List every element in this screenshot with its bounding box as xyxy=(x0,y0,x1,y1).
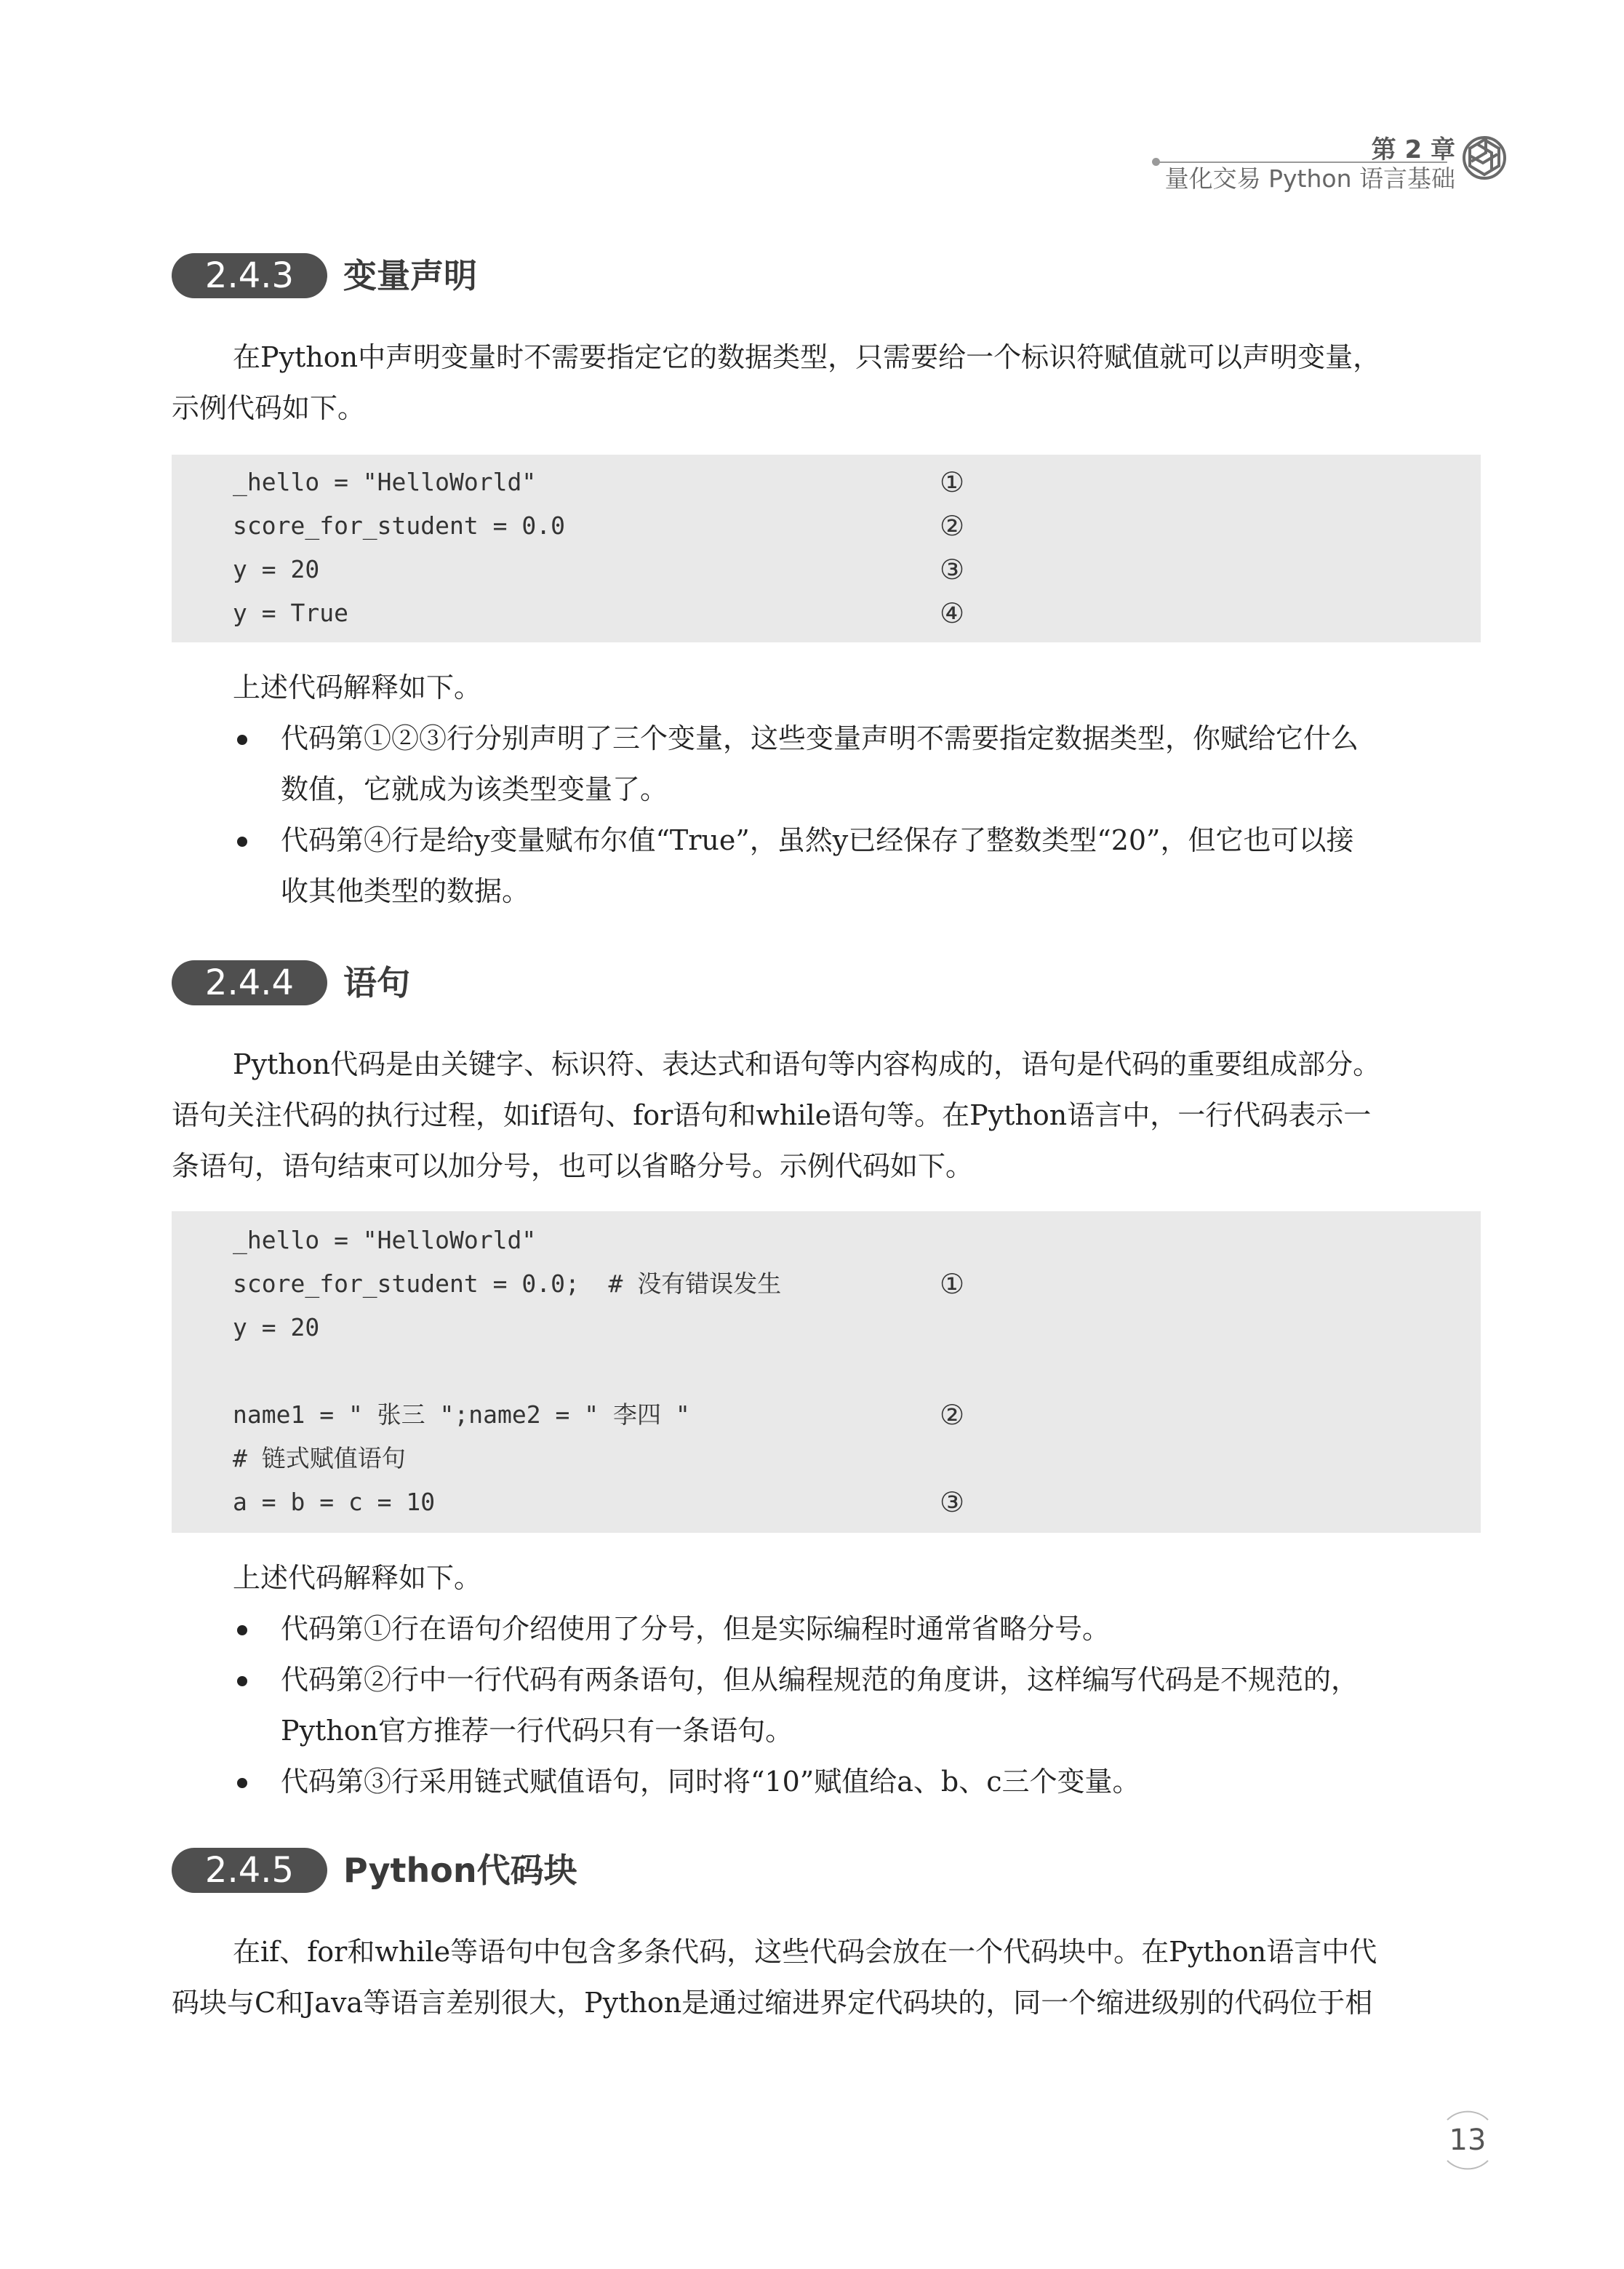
code-line xyxy=(172,1262,1481,1306)
code-text: y = 20 xyxy=(233,555,320,583)
code-line-blank xyxy=(172,1349,1481,1393)
code-block-243 xyxy=(172,455,1481,642)
code-line xyxy=(172,548,1481,591)
text-line: 在if、for和while等语句中包含多条代码，这些代码会放在一个代码块中。在Python语言中代 xyxy=(233,1936,1377,1968)
explanation-intro: 上述代码解释如下。 xyxy=(233,671,482,703)
code-text: score_for_student = 0.0; # 没有错误发生 xyxy=(233,1269,782,1298)
code-line xyxy=(172,1437,1481,1480)
chapter-label: 第 2 章 xyxy=(1371,135,1455,164)
code-line xyxy=(172,1480,1481,1524)
line-marker: ④ xyxy=(940,597,965,629)
code-text: # 链式赋值语句 xyxy=(233,1444,406,1472)
code-text: score_for_student = 0.0 xyxy=(233,511,565,540)
line-marker: ② xyxy=(940,1399,965,1431)
text-line: 代码第①②③行分别声明了三个变量，这些变量声明不需要指定数据类型，你赋给它什么 xyxy=(281,722,1359,754)
text-line: Python代码是由关键字、标识符、表达式和语句等内容构成的，语句是代码的重要组成部分。 xyxy=(233,1048,1381,1080)
text-line: 条语句，语句结束可以加分号，也可以省略分号。示例代码如下。 xyxy=(172,1150,974,1182)
text-line: 收其他类型的数据。 xyxy=(281,875,530,907)
text-line: 代码第④行是给y变量赋布尔值“True”，虽然y已经保存了整数类型“20”，但它也可以接 xyxy=(281,824,1354,856)
code-line xyxy=(172,1393,1481,1437)
knot-logo-icon xyxy=(1459,132,1510,183)
section-title: 变量声明 xyxy=(343,256,477,295)
line-marker: ① xyxy=(940,466,965,498)
code-line xyxy=(172,460,1481,504)
paragraph-243-intro xyxy=(172,332,1481,434)
bullet-item xyxy=(233,1654,1484,1756)
code-text: name1 = " 张三 ";name2 = " 李四 " xyxy=(233,1400,690,1429)
text-line: 在Python中声明变量时不需要指定它的数据类型，只需要给一个标识符赋值就可以声明变量， xyxy=(233,341,1381,373)
code-text: _hello = "HelloWorld" xyxy=(233,1226,537,1254)
bullet-item xyxy=(233,713,1484,815)
explanation-intro: 上述代码解释如下。 xyxy=(233,1562,482,1594)
code-text: y = 20 xyxy=(233,1313,320,1341)
bullet-list-244 xyxy=(233,1603,1484,1807)
code-line xyxy=(172,591,1481,635)
text-line: 语句关注代码的执行过程，如if语句、for语句和while语句等。在Python语言中，一行代码表示一 xyxy=(172,1099,1372,1131)
text-line: 数值，它就成为该类型变量了。 xyxy=(281,773,668,805)
text-line: Python官方推荐一行代码只有一条语句。 xyxy=(281,1715,793,1747)
text-line: 代码第①行在语句介绍使用了分号，但是实际编程时通常省略分号。 xyxy=(281,1613,1111,1645)
text-line: 示例代码如下。 xyxy=(172,392,366,424)
page-number: 13 xyxy=(1449,2124,1487,2157)
book-title: 量化交易 Python 语言基础 xyxy=(1164,164,1455,193)
paragraph-244-intro xyxy=(172,1039,1481,1192)
code-text: y = True xyxy=(233,599,348,627)
section-number: 2.4.5 xyxy=(172,1848,327,1893)
bullet-item xyxy=(233,1756,1484,1807)
section-number: 2.4.4 xyxy=(172,960,327,1005)
code-line xyxy=(172,504,1481,548)
line-marker: ② xyxy=(940,510,965,542)
section-title: 语句 xyxy=(343,963,410,1002)
section-number: 2.4.3 xyxy=(172,253,327,298)
text-line: 代码第②行中一行代码有两条语句，但从编程规范的角度讲，这样编写代码是不规范的， xyxy=(281,1664,1359,1696)
line-marker: ③ xyxy=(940,1486,965,1518)
code-line xyxy=(172,1219,1481,1262)
text-line: 代码第③行采用链式赋值语句，同时将“10”赋值给a、b、c三个变量。 xyxy=(281,1766,1140,1798)
bullet-item xyxy=(233,815,1484,917)
paragraph-245-intro xyxy=(172,1926,1481,2028)
code-line xyxy=(172,1306,1481,1349)
section-title: Python代码块 xyxy=(343,1851,577,1890)
line-marker: ① xyxy=(940,1268,965,1300)
code-block-244 xyxy=(172,1211,1481,1533)
bullet-item xyxy=(233,1603,1484,1654)
code-text: a = b = c = 10 xyxy=(233,1488,436,1516)
bullet-list-243 xyxy=(233,713,1484,917)
text-line: 码块与C和Java等语言差别很大，Python是通过缩进界定代码块的，同一个缩进级别的代码位于相 xyxy=(172,1987,1373,2019)
code-text: _hello = "HelloWorld" xyxy=(233,468,537,496)
line-marker: ③ xyxy=(940,554,965,586)
